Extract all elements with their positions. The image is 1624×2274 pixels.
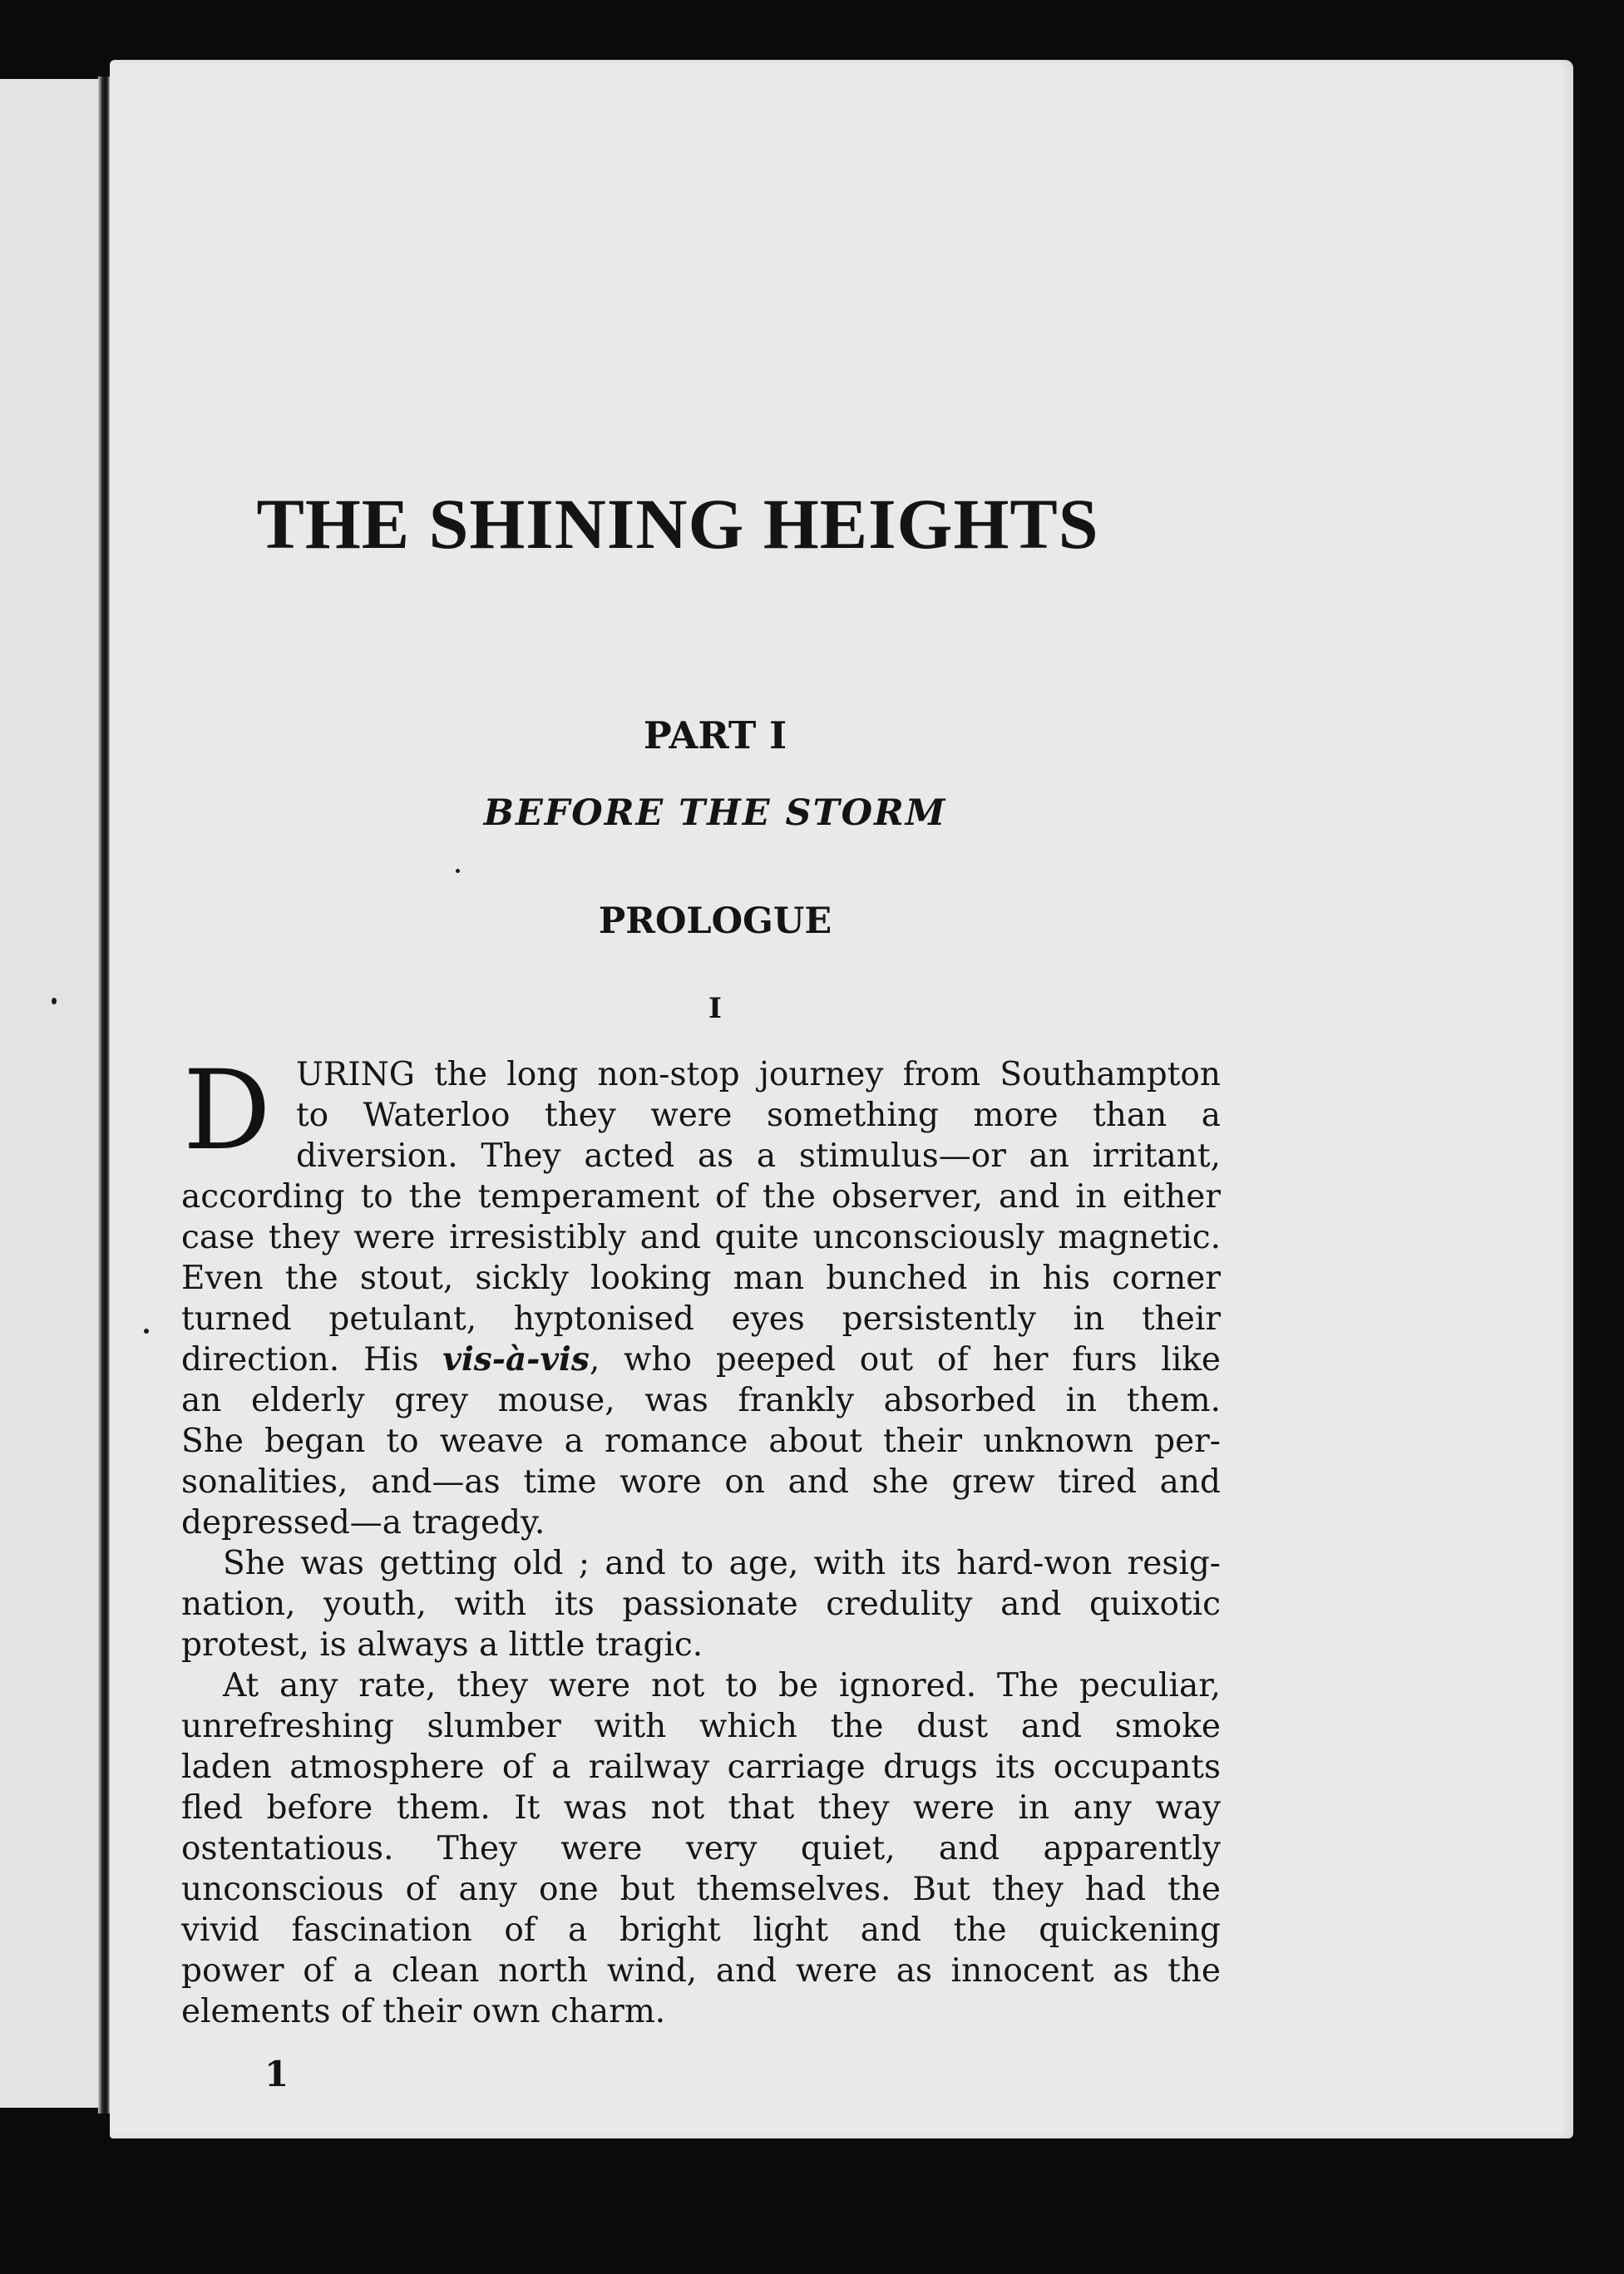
text-line: She began to weave a romance about their unknown per- [181,1423,1221,1460]
text-line: At any rate, they were not to be ignored. The peculiar, [223,1667,1221,1704]
book-gutter [98,76,110,2114]
scan-speck [144,1329,149,1334]
text-line: turned petulant, hyptonised eyes persistently in their [181,1300,1221,1338]
text-line: sonalities, and—as time wore on and she grew tired and [181,1463,1221,1501]
text-line: according to the temperament of the observer, and in either [181,1178,1221,1216]
body-text [181,1047,1221,2032]
scan-speck [456,869,460,873]
text-line: ostentatious. They were very quiet, and apparently [181,1830,1221,1867]
text-line: laden atmosphere of a railway carriage drugs its occupants [181,1749,1221,1786]
facing-page-edge [0,79,106,2108]
text-line: She was getting old ; and to age, with its hard-won resig- [223,1545,1221,1582]
text-line: an elderly grey mouse, was frankly absorbed in them. [181,1382,1221,1419]
text-line: to Waterloo they were something more than a [296,1097,1221,1134]
text-line: depressed—a tragedy. [181,1504,545,1541]
text-line: elements of their own charm. [181,1993,666,2030]
italic-phrase: vis-à-vis [442,1340,590,1379]
text-line: unconscious of any one but themselves. But they had the [181,1871,1221,1908]
part-heading: PART I [643,713,787,757]
book-title: THE SHINING HEIGHTS [256,484,1099,564]
text-line: vivid fascination of a bright light and the quickening [181,1911,1221,1949]
text-line: fled before them. It was not that they were in any way [181,1789,1221,1827]
part-subtitle: BEFORE THE STORM [483,792,947,834]
text-line: nation, youth, with its passionate credulity and quixotic [181,1586,1221,1623]
chapter-heading: PROLOGUE [598,900,832,942]
drop-cap: D [183,1047,271,1175]
text-line: direction. His vis-à-vis, who peeped out of her furs like [181,1340,1221,1379]
text-line: unrefreshing slumber with which the dust and smoke [181,1708,1221,1745]
text-line: Even the stout, sickly looking man bunched in his corner [181,1260,1221,1297]
text-line: protest, is always a little tragic. [181,1626,703,1664]
text-line: case they were irresistibly and quite unconsciously magnetic. [181,1219,1221,1256]
text-line: diversion. They acted as a stimulus—or an irritant, [296,1137,1221,1175]
scan-speck [52,998,57,1004]
text-line: power of a clean north wind, and were as innocent as the [181,1952,1221,1990]
section-number: I [708,992,722,1025]
page-number: 1 [264,2054,289,2094]
text-line: URING the long non-stop journey from Southampton [296,1056,1221,1093]
